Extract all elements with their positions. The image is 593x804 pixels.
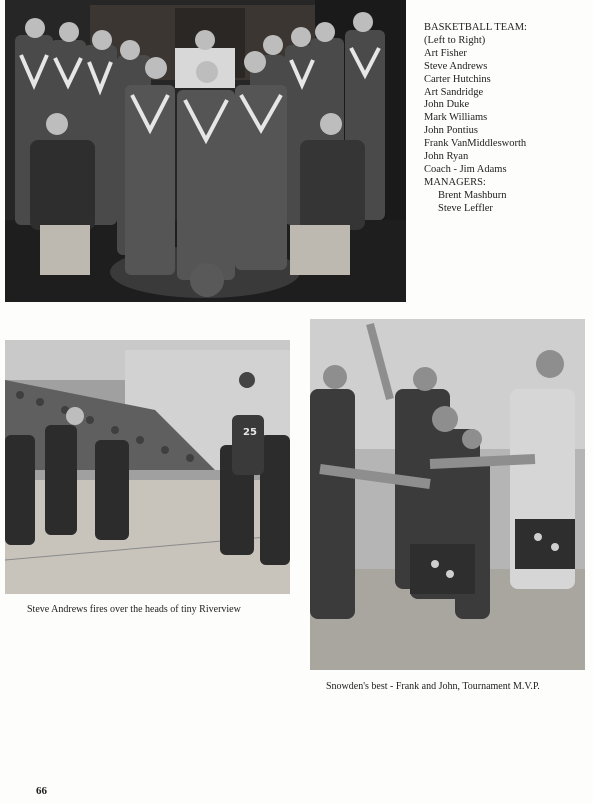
player-name: John Duke (424, 99, 470, 111)
player-name: Steve Andrews (424, 60, 488, 72)
roster-heading: BASKETBALL TEAM: (424, 22, 527, 33)
managers-heading: MANAGERS: (424, 176, 486, 188)
team-photo (5, 0, 406, 302)
player-name: Art Sandridge (424, 86, 484, 98)
manager-name: Steve Leffler (438, 202, 493, 214)
rebound-photo (310, 319, 585, 670)
jersey-number: 25 (243, 427, 257, 438)
rebound-photo-caption: Snowden's best - Frank and John, Tournament M.V.P. (326, 681, 540, 692)
game-action-photo (5, 340, 290, 594)
team-roster (424, 22, 589, 216)
player-name: John Ryan (424, 151, 469, 163)
game-photo-caption: Steve Andrews fires over the heads of tiny Riverview (27, 604, 241, 615)
player-name: Carter Hutchins (424, 73, 491, 85)
player-name: Art Fisher (424, 47, 467, 59)
player-name: Mark Williams (424, 112, 488, 124)
player-name: John Pontius (424, 125, 478, 137)
page-number: 66 (36, 785, 47, 797)
manager-name: Brent Mashburn (438, 189, 507, 201)
coach-name: Coach - Jim Adams (424, 163, 507, 175)
player-name: Frank VanMiddlesworth (424, 138, 527, 150)
roster-subheading: (Left to Right) (424, 34, 486, 46)
